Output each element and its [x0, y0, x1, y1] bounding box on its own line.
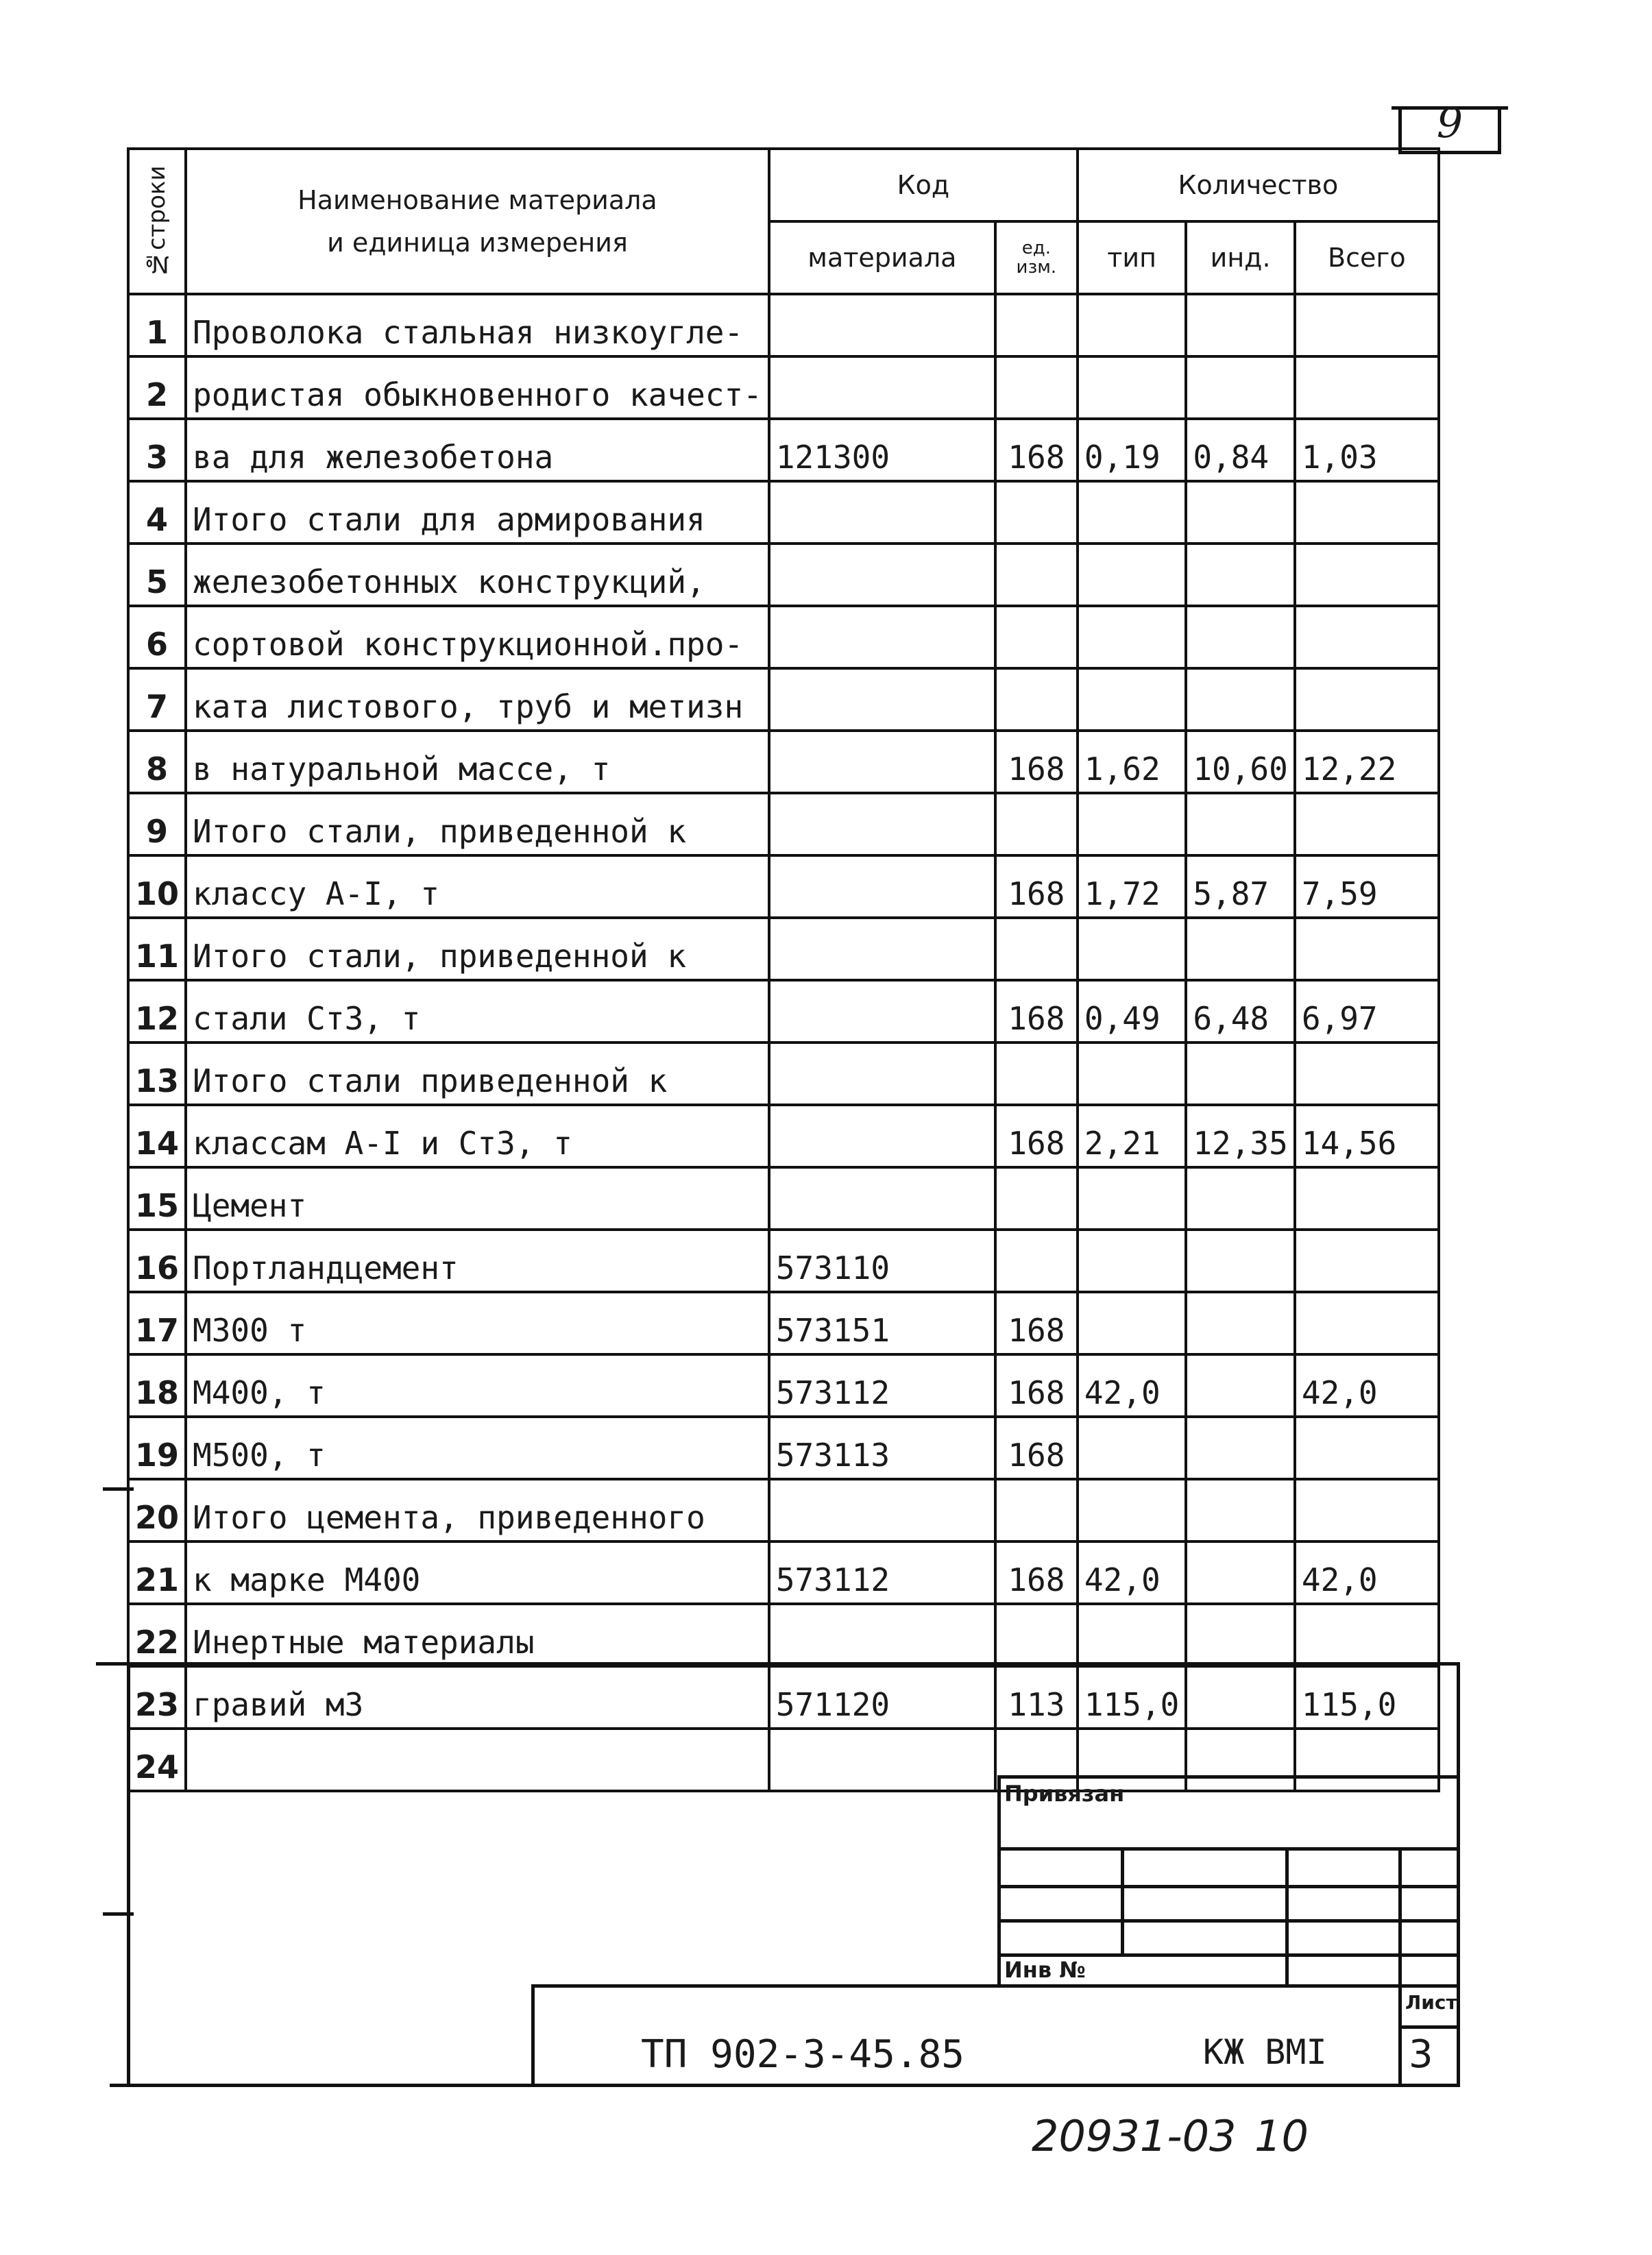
frame-left-tick-1	[103, 1487, 134, 1491]
header-qty-ind: инд.	[1186, 221, 1294, 294]
unit-code	[995, 1604, 1078, 1666]
qty-type: 0,49	[1078, 980, 1186, 1043]
unit-code: 168	[995, 1292, 1078, 1354]
table-row	[128, 1230, 1439, 1292]
material-name: железобетонных конструкций,	[186, 544, 769, 606]
unit-code: 168	[995, 731, 1078, 793]
table-row	[128, 668, 1439, 731]
material-code	[769, 1043, 995, 1105]
unit-code	[995, 481, 1078, 544]
privyazan-line-3	[997, 1919, 1457, 1923]
qty-ind	[1186, 1479, 1294, 1541]
material-code	[769, 356, 995, 419]
sheet-label-line	[1398, 2025, 1457, 2029]
material-code	[769, 980, 995, 1043]
qty-total	[1295, 356, 1439, 419]
row-number: 18	[128, 1354, 186, 1417]
qty-ind	[1186, 1354, 1294, 1417]
qty-type	[1078, 1167, 1186, 1230]
unit-code: 168	[995, 1354, 1078, 1417]
qty-ind	[1186, 1417, 1294, 1479]
qty-type	[1078, 1417, 1186, 1479]
header-qty-type: тип	[1078, 221, 1186, 294]
material-code	[769, 1167, 995, 1230]
title-block-divider	[1398, 1984, 1402, 2087]
qty-total	[1295, 793, 1439, 855]
document-mark: КЖ ВМI	[1203, 2032, 1327, 2072]
page-corner-number: 9	[1398, 106, 1501, 154]
qty-total: 6,97	[1295, 980, 1439, 1043]
qty-type	[1078, 356, 1186, 419]
material-code	[769, 544, 995, 606]
material-name: Итого стали для армирования	[186, 481, 769, 544]
material-code	[769, 855, 995, 918]
qty-ind	[1186, 1167, 1294, 1230]
row-number: 19	[128, 1417, 186, 1479]
material-name: стали Ст3, т	[186, 980, 769, 1043]
qty-ind	[1186, 294, 1294, 356]
row-number: 17	[128, 1292, 186, 1354]
qty-type: 42,0	[1078, 1354, 1186, 1417]
table-row	[128, 980, 1439, 1043]
material-code: 573113	[769, 1417, 995, 1479]
material-name: сортовой конструкционной.про-	[186, 606, 769, 668]
header-qty-total: Всего	[1295, 221, 1439, 294]
material-name: классам А-I и Ст3, т	[186, 1105, 769, 1167]
qty-total: 115,0	[1295, 1666, 1439, 1729]
privyazan-vline-2	[1285, 1847, 1289, 1984]
material-name: Итого стали приведенной к	[186, 1043, 769, 1105]
qty-type	[1078, 1230, 1186, 1292]
row-number: 2	[128, 356, 186, 419]
header-name-line2: и единица измерения	[327, 228, 628, 258]
table-row	[128, 1043, 1439, 1105]
unit-code	[995, 544, 1078, 606]
qty-total	[1295, 1604, 1439, 1666]
row-number: 21	[128, 1541, 186, 1604]
qty-ind	[1186, 1043, 1294, 1105]
material-code	[769, 668, 995, 731]
material-name: Итого стали, приведенной к	[186, 793, 769, 855]
qty-ind	[1186, 481, 1294, 544]
table-row	[128, 1417, 1439, 1479]
qty-type	[1078, 606, 1186, 668]
material-name: Итого цемента, приведенного	[186, 1479, 769, 1541]
material-name: родистая обыкновенного качест-	[186, 356, 769, 419]
material-code	[769, 1105, 995, 1167]
row-number: 15	[128, 1167, 186, 1230]
header-name	[186, 149, 769, 294]
table-row	[128, 419, 1439, 481]
qty-total	[1295, 544, 1439, 606]
row-number: 14	[128, 1105, 186, 1167]
privyazan-line-1	[997, 1847, 1457, 1851]
frame-top-line	[96, 1662, 1457, 1666]
unit-code: 168	[995, 419, 1078, 481]
unit-code	[995, 1479, 1078, 1541]
row-number: 6	[128, 606, 186, 668]
document-code: ТП 902-3-45.85	[641, 2032, 965, 2077]
qty-ind: 12,35	[1186, 1105, 1294, 1167]
material-name: Цемент	[186, 1167, 769, 1230]
table-row	[128, 294, 1439, 356]
qty-type	[1078, 668, 1186, 731]
qty-total: 12,22	[1295, 731, 1439, 793]
material-code: 573112	[769, 1541, 995, 1604]
table-row	[128, 731, 1439, 793]
material-name: гравий м3	[186, 1666, 769, 1729]
materials-table	[127, 147, 1440, 1792]
material-code: 121300	[769, 419, 995, 481]
qty-type	[1078, 1292, 1186, 1354]
qty-total: 1,03	[1295, 419, 1439, 481]
privyazan-vline-1	[1121, 1847, 1124, 1953]
row-number: 12	[128, 980, 186, 1043]
material-code	[769, 294, 995, 356]
qty-ind	[1186, 1604, 1294, 1666]
qty-type	[1078, 918, 1186, 980]
qty-ind: 10,60	[1186, 731, 1294, 793]
header-quantity: Количество	[1078, 149, 1439, 221]
privyazan-label: Привязан	[1004, 1781, 1125, 1807]
unit-code: 168	[995, 1417, 1078, 1479]
material-code	[769, 1479, 995, 1541]
header-code-material: материала	[769, 221, 995, 294]
material-name: к марке М400	[186, 1541, 769, 1604]
qty-type: 1,62	[1078, 731, 1186, 793]
qty-ind	[1186, 1541, 1294, 1604]
qty-total	[1295, 1230, 1439, 1292]
qty-total: 7,59	[1295, 855, 1439, 918]
material-code	[769, 1604, 995, 1666]
qty-type	[1078, 481, 1186, 544]
table-row	[128, 1479, 1439, 1541]
qty-type	[1078, 1479, 1186, 1541]
material-code: 571120	[769, 1666, 995, 1729]
qty-ind	[1186, 668, 1294, 731]
qty-total	[1295, 606, 1439, 668]
qty-total	[1295, 668, 1439, 731]
unit-code: 113	[995, 1666, 1078, 1729]
qty-ind: 6,48	[1186, 980, 1294, 1043]
material-code: 573112	[769, 1354, 995, 1417]
row-number: 3	[128, 419, 186, 481]
frame-left-tick-2	[103, 1912, 134, 1916]
unit-code	[995, 1230, 1078, 1292]
row-number: 7	[128, 668, 186, 731]
material-code	[769, 731, 995, 793]
row-number: 1	[128, 294, 186, 356]
qty-ind	[1186, 606, 1294, 668]
qty-total	[1295, 1043, 1439, 1105]
material-code	[769, 918, 995, 980]
material-code	[769, 606, 995, 668]
material-name: в натуральной массе, т	[186, 731, 769, 793]
qty-total: 14,56	[1295, 1105, 1439, 1167]
qty-ind: 5,87	[1186, 855, 1294, 918]
handwritten-page: 10	[1254, 2111, 1309, 2161]
material-code: 573151	[769, 1292, 995, 1354]
header-row-number: №строки	[128, 149, 186, 294]
qty-type: 0,19	[1078, 419, 1186, 481]
row-number: 22	[128, 1604, 186, 1666]
row-number: 4	[128, 481, 186, 544]
row-number: 10	[128, 855, 186, 918]
qty-type: 42,0	[1078, 1541, 1186, 1604]
unit-code	[995, 1167, 1078, 1230]
unit-code: 168	[995, 980, 1078, 1043]
unit-code	[995, 294, 1078, 356]
unit-code: 168	[995, 855, 1078, 918]
qty-ind	[1186, 1292, 1294, 1354]
qty-ind	[1186, 544, 1294, 606]
unit-code: 168	[995, 1105, 1078, 1167]
header-name-line1: Наименование материала	[297, 185, 657, 215]
material-name: Проволока стальная низкоугле-	[186, 294, 769, 356]
row-number: 16	[128, 1230, 186, 1292]
qty-total	[1295, 1417, 1439, 1479]
row-number: 23	[128, 1666, 186, 1729]
qty-total: 42,0	[1295, 1541, 1439, 1604]
material-name: ва для железобетона	[186, 419, 769, 481]
table-row	[128, 481, 1439, 544]
qty-type	[1078, 544, 1186, 606]
unit-code	[995, 918, 1078, 980]
material-code	[769, 793, 995, 855]
row-number: 13	[128, 1043, 186, 1105]
unit-code: 168	[995, 1541, 1078, 1604]
unit-code	[995, 606, 1078, 668]
table-row	[128, 918, 1439, 980]
material-name: классу А-I, т	[186, 855, 769, 918]
material-name: М300 т	[186, 1292, 769, 1354]
table-body	[128, 294, 1439, 1791]
header-code-unit: ед. изм.	[995, 221, 1078, 294]
unit-code	[995, 356, 1078, 419]
table-row	[128, 855, 1439, 918]
qty-type	[1078, 294, 1186, 356]
qty-ind	[1186, 793, 1294, 855]
table-row	[128, 1167, 1439, 1230]
row-number: 9	[128, 793, 186, 855]
row-number: 5	[128, 544, 186, 606]
privyazan-vline-3	[1398, 1847, 1402, 1984]
material-code	[769, 481, 995, 544]
unit-code	[995, 793, 1078, 855]
qty-total	[1295, 294, 1439, 356]
qty-total: 42,0	[1295, 1354, 1439, 1417]
unit-code	[995, 668, 1078, 731]
handwritten-number: 20931-03	[1032, 2111, 1237, 2161]
qty-type: 1,72	[1078, 855, 1186, 918]
qty-type: 2,21	[1078, 1105, 1186, 1167]
material-name: Итого стали, приведенной к	[186, 918, 769, 980]
sheet-number: 3	[1409, 2032, 1433, 2077]
qty-type: 115,0	[1078, 1666, 1186, 1729]
qty-ind	[1186, 1230, 1294, 1292]
qty-ind	[1186, 356, 1294, 419]
table-row	[128, 1105, 1439, 1167]
qty-ind: 0,84	[1186, 419, 1294, 481]
qty-total	[1295, 918, 1439, 980]
table-row	[128, 1541, 1439, 1604]
table-row	[128, 356, 1439, 419]
inventory-number-label: Инв №	[1004, 1957, 1086, 1983]
material-code: 573110	[769, 1230, 995, 1292]
row-number: 11	[128, 918, 186, 980]
unit-code	[995, 1043, 1078, 1105]
header-code: Код	[769, 149, 1078, 221]
table-row	[128, 606, 1439, 668]
qty-total	[1295, 481, 1439, 544]
row-number: 8	[128, 731, 186, 793]
table-row	[128, 1354, 1439, 1417]
row-number: 24	[128, 1729, 186, 1791]
material-name: Портландцемент	[186, 1230, 769, 1292]
qty-total	[1295, 1292, 1439, 1354]
material-name: М400, т	[186, 1354, 769, 1417]
qty-ind	[1186, 918, 1294, 980]
material-name: М500, т	[186, 1417, 769, 1479]
qty-type	[1078, 1604, 1186, 1666]
qty-total	[1295, 1167, 1439, 1230]
table-row	[128, 793, 1439, 855]
table-row	[128, 544, 1439, 606]
sheet-label: Лист	[1405, 1991, 1457, 2014]
qty-type	[1078, 1043, 1186, 1105]
table-row	[128, 1604, 1439, 1666]
table-row	[128, 1292, 1439, 1354]
material-name: Инертные материалы	[186, 1604, 769, 1666]
qty-type	[1078, 793, 1186, 855]
qty-total	[1295, 1479, 1439, 1541]
row-number: 20	[128, 1479, 186, 1541]
privyazan-line-2	[997, 1885, 1457, 1888]
material-name: ката листового, труб и метизн	[186, 668, 769, 731]
